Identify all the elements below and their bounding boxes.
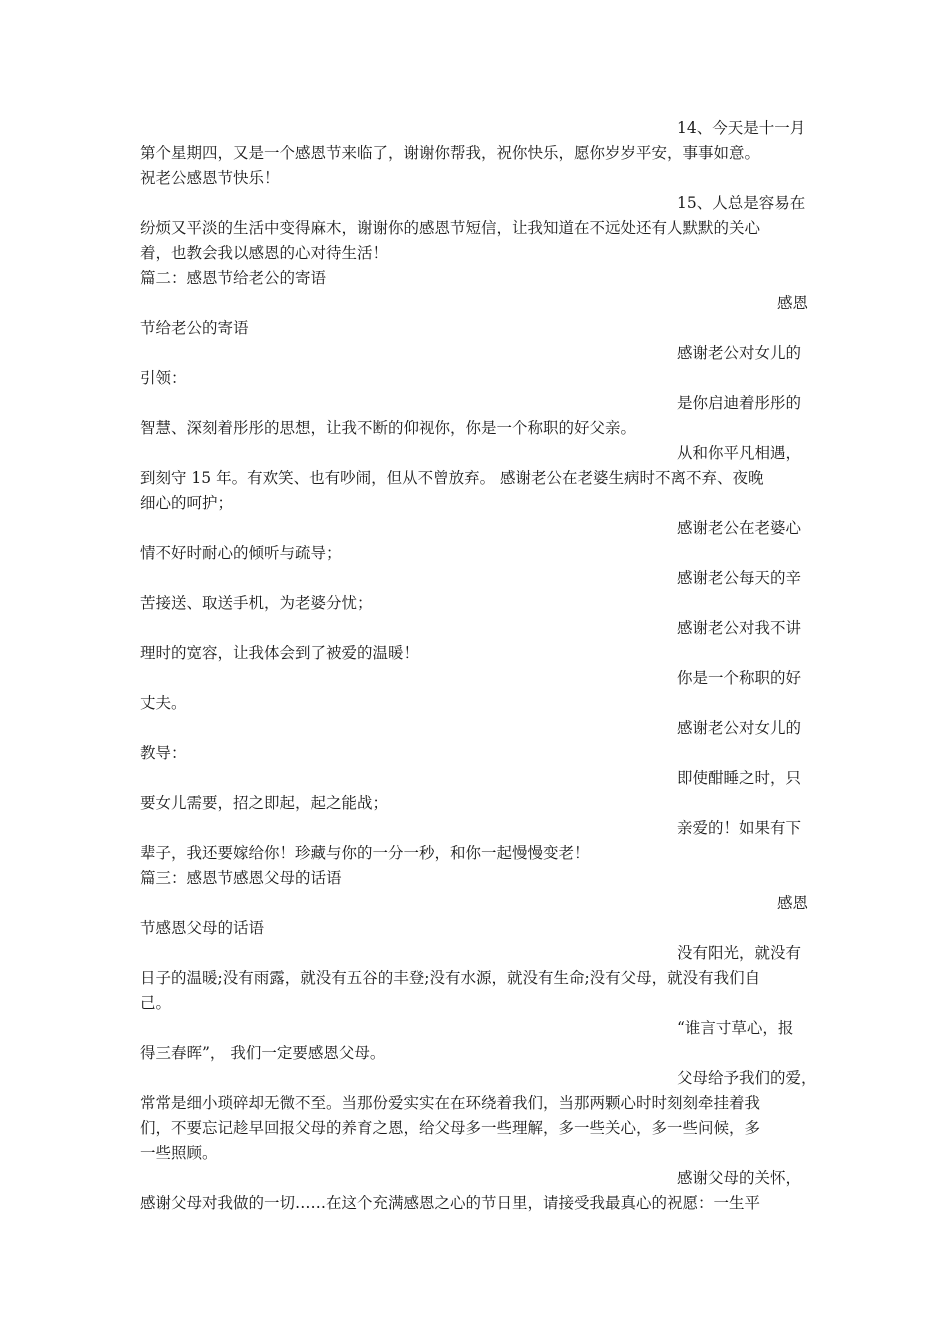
text-line: 14、今天是十一月 <box>677 119 806 137</box>
text-line: 祝老公感恩节快乐！ <box>140 169 280 187</box>
text-line: 丈夫。 <box>140 694 187 712</box>
text-line: 感谢父母的关怀， <box>677 1169 802 1187</box>
text-line: 即使酣睡之时，只 <box>677 769 802 787</box>
text-line: 己。 <box>140 994 172 1012</box>
text-line: 是你启迪着彤彤的 <box>677 394 802 412</box>
text-line: 没有阳光，就没有 <box>677 944 802 962</box>
text-line: 感谢老公对我不讲 <box>677 619 802 637</box>
text-line: 理时的宽容，让我体会到了被爱的温暖！ <box>140 644 420 662</box>
text-line: 辈子，我还要嫁给你！珍藏与你的一分一秒，和你一起慢慢变老！ <box>140 844 590 862</box>
text-line: 第个星期四，又是一个感恩节来临了，谢谢你帮我，祝你快乐，愿你岁岁平安，事事如意。 <box>140 144 761 162</box>
text-line: 感谢父母对我做的一切……在这个充满感恩之心的节日里，请接受我最真心的祝愿：一生平 <box>140 1194 761 1212</box>
text-line: 教导： <box>140 744 187 762</box>
text-line: 细心的呵护； <box>140 494 234 512</box>
text-line: 得三春晖”， 我们一定要感恩父母。 <box>140 1044 386 1062</box>
text-line: 到刻守 15 年。有欢笑、也有吵闹，但从不曾放弃。 感谢老公在老婆生病时不离不弃、夜晚 <box>140 469 764 487</box>
text-line: 从和你平凡相遇， <box>677 444 802 462</box>
text-line: 感谢老公每天的辛 <box>677 569 802 587</box>
text-line: 纷烦又平淡的生活中变得麻木，谢谢你的感恩节短信，让我知道在不远处还有人默默的关心 <box>140 219 761 237</box>
text-line: 15、人总是容易在 <box>677 194 806 212</box>
text-line: 感恩 <box>777 894 809 912</box>
text-line: 们，不要忘记趁早回报父母的养育之恩，给父母多一些理解，多一些关心，多一些问候，多 <box>140 1119 761 1137</box>
text-line: 日子的温暖;没有雨露，就没有五谷的丰登;没有水源，就没有生命;没有父母，就没有我们自 <box>140 969 761 987</box>
text-line: 节给老公的寄语 <box>140 319 249 337</box>
text-line: 感谢老公对女儿的 <box>677 344 802 362</box>
text-line: 父母给予我们的爱， <box>677 1069 817 1087</box>
text-line: 要女儿需要，招之即起，起之能战； <box>140 794 389 812</box>
text-line: “谁言寸草心，报 <box>677 1019 794 1037</box>
text-line: 着，也教会我以感恩的心对待生活！ <box>140 244 389 262</box>
text-line: 亲爱的！如果有下 <box>677 819 802 837</box>
text-line: 一些照顾。 <box>140 1144 218 1162</box>
text-line: 苦接送、取送手机，为老婆分忧； <box>140 594 373 612</box>
text-line: 情不好时耐心的倾听与疏导； <box>140 544 342 562</box>
text-line: 引领： <box>140 369 187 387</box>
text-line: 你是一个称职的好 <box>677 669 802 687</box>
text-line: 感谢老公对女儿的 <box>677 719 802 737</box>
text-line: 感恩 <box>777 294 809 312</box>
section-heading: 篇二：感恩节给老公的寄语 <box>140 269 327 287</box>
section-heading: 篇三：感恩节感恩父母的话语 <box>140 869 342 887</box>
text-line: 节感恩父母的话语 <box>140 919 265 937</box>
text-line: 感谢老公在老婆心 <box>677 519 802 537</box>
text-line: 智慧、深刻着彤彤的思想，让我不断的仰视你，你是一个称职的好父亲。 <box>140 419 637 437</box>
text-line: 常常是细小琐碎却无微不至。当那份爱实实在在环绕着我们，当那两颗心时时刻刻牵挂着我 <box>140 1094 761 1112</box>
